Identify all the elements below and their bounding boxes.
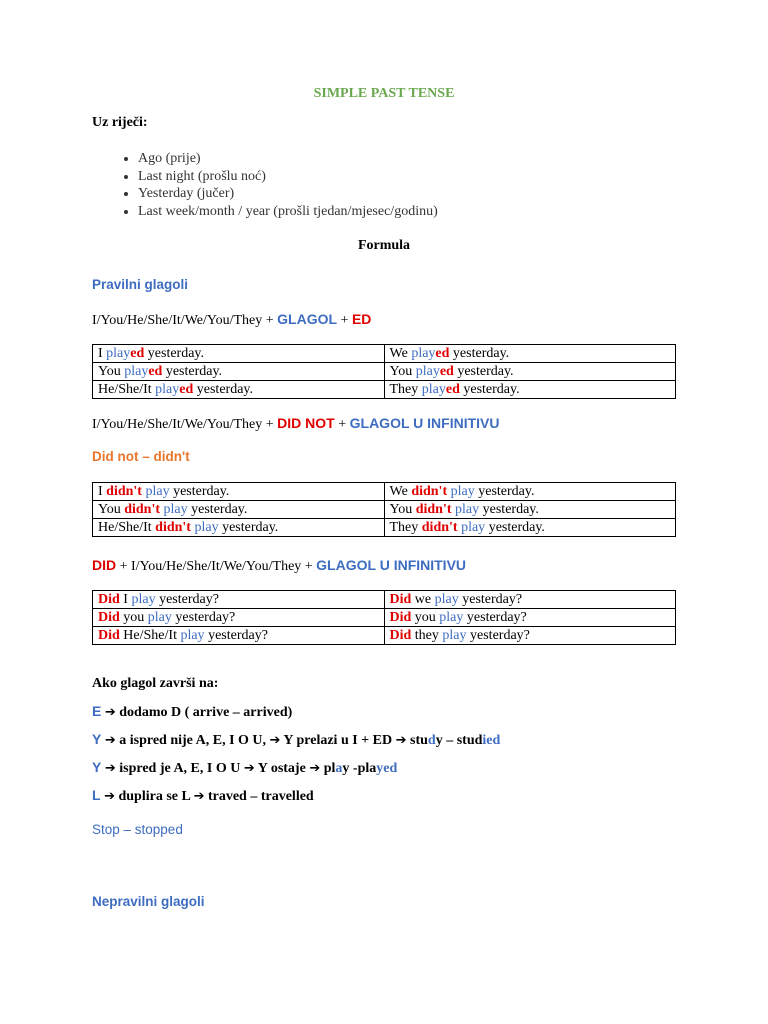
right-arrow-icon: ➔ — [104, 761, 116, 776]
cell-auxiliary: Did — [98, 628, 120, 643]
cell-negation: didn't — [106, 484, 142, 499]
cell-verb-stem: play — [415, 364, 440, 379]
table-cell — [384, 519, 676, 537]
table-row — [93, 501, 676, 519]
irregular-verbs-heading: Nepravilni glagoli — [92, 894, 205, 909]
right-arrow-icon: ➔ — [104, 705, 116, 720]
table-cell — [384, 381, 676, 399]
formula-subjects: + I/You/He/She/It/We/You/They + — [116, 559, 317, 574]
cell-verb: play — [461, 520, 486, 535]
table-cell — [93, 609, 385, 627]
rule-l — [92, 787, 314, 805]
cell-subject: They — [389, 520, 422, 535]
table-row — [93, 591, 676, 609]
cell-rest: yesterday. — [479, 502, 539, 517]
rule-example-highlight: yed — [376, 761, 398, 776]
cell-rest: yesterday. — [169, 484, 230, 499]
formula-ending: ED — [351, 311, 372, 327]
cell-subject: I — [98, 346, 107, 361]
page-title: SIMPLE PAST TENSE — [313, 86, 455, 101]
cell-verb-ending: ed — [179, 382, 194, 397]
rule-text: duplira se L — [114, 789, 194, 804]
formula-verb: GLAGOL — [277, 311, 338, 327]
cell-negation: didn't — [421, 520, 458, 535]
rule-text: a ispred nije A, E, I O U, — [115, 733, 270, 748]
cell-subject: He/She/It — [98, 520, 156, 535]
table-row — [93, 627, 676, 645]
cell-rest: yesterday. — [144, 346, 205, 361]
cell-rest: yesterday? — [204, 628, 268, 643]
table-row — [93, 519, 676, 537]
cell-negation: didn't — [415, 502, 452, 517]
formula-verb: GLAGOL U INFINITIVU — [349, 415, 500, 431]
cell-subject: you — [119, 610, 148, 625]
table-negative — [92, 482, 676, 537]
cell-auxiliary: Did — [389, 592, 412, 607]
table-cell — [93, 345, 385, 363]
cell-verb-ending: ed — [130, 346, 145, 361]
formula-heading: Formula — [357, 238, 411, 253]
cell-verb-stem: play — [155, 382, 180, 397]
right-arrow-icon: ➔ — [243, 761, 255, 776]
table-row — [93, 345, 676, 363]
cell-verb-stem: play — [411, 346, 436, 361]
rule-text: Y prelazi u I + ED — [280, 733, 396, 748]
cell-subject: they — [411, 628, 443, 643]
cell-verb: play — [131, 592, 156, 607]
table-cell — [93, 381, 385, 399]
cell-rest: yesterday? — [155, 592, 219, 607]
example-stop: Stop – stopped — [92, 822, 183, 837]
cell-auxiliary: Did — [98, 610, 120, 625]
table-cell — [93, 519, 385, 537]
table-cell — [93, 501, 385, 519]
list-item: • Last night (prošlu noć) — [138, 168, 438, 186]
cell-rest: yesterday? — [463, 610, 527, 625]
rule-text: ispred je A, E, I O U — [115, 761, 244, 776]
rule-letter: Y — [92, 759, 102, 775]
rules-heading: Ako glagol završi na: — [92, 676, 219, 691]
regular-verbs-heading: Pravilni glagoli — [92, 277, 189, 292]
cell-rest: yesterday. — [453, 364, 514, 379]
cell-verb: play — [194, 520, 219, 535]
cell-rest: yesterday. — [459, 382, 520, 397]
cell-rest: yesterday. — [449, 346, 510, 361]
table-cell — [384, 501, 676, 519]
cell-auxiliary: Did — [389, 610, 412, 625]
cell-subject: I — [119, 592, 132, 607]
formula-verb: GLAGOL U INFINITIVU — [316, 557, 467, 573]
table-cell — [93, 591, 385, 609]
table-question — [92, 590, 676, 645]
cell-subject: You — [389, 364, 416, 379]
rule-letter: Y — [92, 731, 102, 747]
rule-example-highlight: ied — [482, 733, 501, 748]
cell-rest: yesterday. — [218, 520, 279, 535]
rule-example-highlight: a — [335, 761, 343, 776]
right-arrow-icon: ➔ — [193, 789, 205, 804]
cell-auxiliary: Did — [389, 628, 412, 643]
formula-plus: + — [334, 417, 350, 432]
rule-example: stu — [406, 733, 428, 748]
words-heading: Uz riječi: — [92, 115, 148, 130]
formula-subjects: I/You/He/She/It/We/You/They + — [92, 417, 278, 432]
rule-example: pl — [320, 761, 336, 776]
cell-verb: play — [180, 628, 205, 643]
cell-rest: yesterday? — [466, 628, 530, 643]
cell-verb-stem: play — [421, 382, 446, 397]
right-arrow-icon: ➔ — [104, 733, 116, 748]
cell-subject: We — [389, 484, 412, 499]
table-affirmative — [92, 344, 676, 399]
cell-verb-ending: ed — [439, 364, 454, 379]
rule-letter: L — [92, 787, 101, 803]
cell-subject: You — [98, 364, 125, 379]
cell-verb-stem: play — [106, 346, 131, 361]
formula-subjects: I/You/He/She/It/We/You/They + — [92, 313, 278, 328]
list-item: • Ago (prije) — [138, 150, 438, 168]
rule-e — [92, 703, 292, 721]
cell-verb-stem: play — [124, 364, 149, 379]
list-item: • Yesterday (jučer) — [138, 185, 438, 203]
cell-subject: We — [389, 346, 412, 361]
rule-text: Y ostaje — [254, 761, 310, 776]
cell-rest: yesterday. — [485, 520, 545, 535]
table-cell — [384, 363, 676, 381]
cell-subject: You — [98, 502, 125, 517]
table-row — [93, 381, 676, 399]
rule-text: dodamo D ( arrive – arrived) — [115, 705, 293, 720]
right-arrow-icon: ➔ — [395, 733, 407, 748]
cell-subject: we — [411, 592, 435, 607]
formula-plus: + — [337, 313, 352, 328]
cell-negation: didn't — [124, 502, 161, 517]
cell-subject: He/She/It — [119, 628, 181, 643]
cell-verb-ending: ed — [435, 346, 450, 361]
cell-verb: play — [145, 484, 170, 499]
cell-verb: play — [450, 484, 475, 499]
table-cell — [93, 483, 385, 501]
time-words-list — [92, 150, 438, 220]
rule-y-vowel — [92, 759, 397, 777]
formula-regular — [92, 311, 371, 329]
cell-subject: you — [411, 610, 440, 625]
cell-subject: You — [389, 502, 416, 517]
cell-verb: play — [163, 502, 188, 517]
rule-text: traved – travelled — [204, 789, 314, 804]
cell-verb: play — [434, 592, 459, 607]
cell-rest: yesterday. — [187, 502, 248, 517]
cell-auxiliary: Did — [98, 592, 120, 607]
table-row — [93, 483, 676, 501]
cell-subject: I — [98, 484, 107, 499]
cell-verb: play — [442, 628, 467, 643]
formula-aux: DID — [92, 557, 117, 573]
right-arrow-icon: ➔ — [104, 789, 115, 804]
cell-rest: yesterday? — [171, 610, 236, 625]
cell-verb-ending: ed — [148, 364, 163, 379]
cell-rest: yesterday. — [474, 484, 535, 499]
table-cell — [384, 627, 676, 645]
formula-neg: DID NOT — [277, 415, 335, 431]
cell-rest: yesterday. — [193, 382, 253, 397]
table-row — [93, 609, 676, 627]
cell-rest: yesterday. — [162, 364, 223, 379]
rule-example: y -pla — [342, 761, 377, 776]
right-arrow-icon: ➔ — [269, 733, 281, 748]
rule-example-highlight: d — [427, 733, 436, 748]
table-cell — [384, 609, 676, 627]
table-cell — [384, 345, 676, 363]
negative-heading: Did not – didn't — [92, 449, 190, 464]
cell-subject: He/She/It — [98, 382, 156, 397]
formula-question — [92, 557, 466, 575]
cell-verb-ending: ed — [445, 382, 460, 397]
table-cell — [384, 591, 676, 609]
table-row — [93, 363, 676, 381]
rule-letter: E — [92, 703, 102, 719]
rule-y-consonant — [92, 731, 500, 749]
cell-negation: didn't — [411, 484, 448, 499]
cell-negation: didn't — [155, 520, 191, 535]
formula-negative — [92, 415, 499, 433]
cell-subject: They — [389, 382, 422, 397]
cell-rest: yesterday? — [458, 592, 523, 607]
table-cell — [384, 483, 676, 501]
table-cell — [93, 627, 385, 645]
table-cell — [93, 363, 385, 381]
right-arrow-icon: ➔ — [309, 761, 321, 776]
cell-verb: play — [455, 502, 480, 517]
list-item: • Last week/month / year (prošli tjedan/mjesec/godinu) — [138, 203, 438, 221]
cell-verb: play — [147, 610, 172, 625]
cell-verb: play — [439, 610, 464, 625]
rule-example: y – stud — [435, 733, 483, 748]
